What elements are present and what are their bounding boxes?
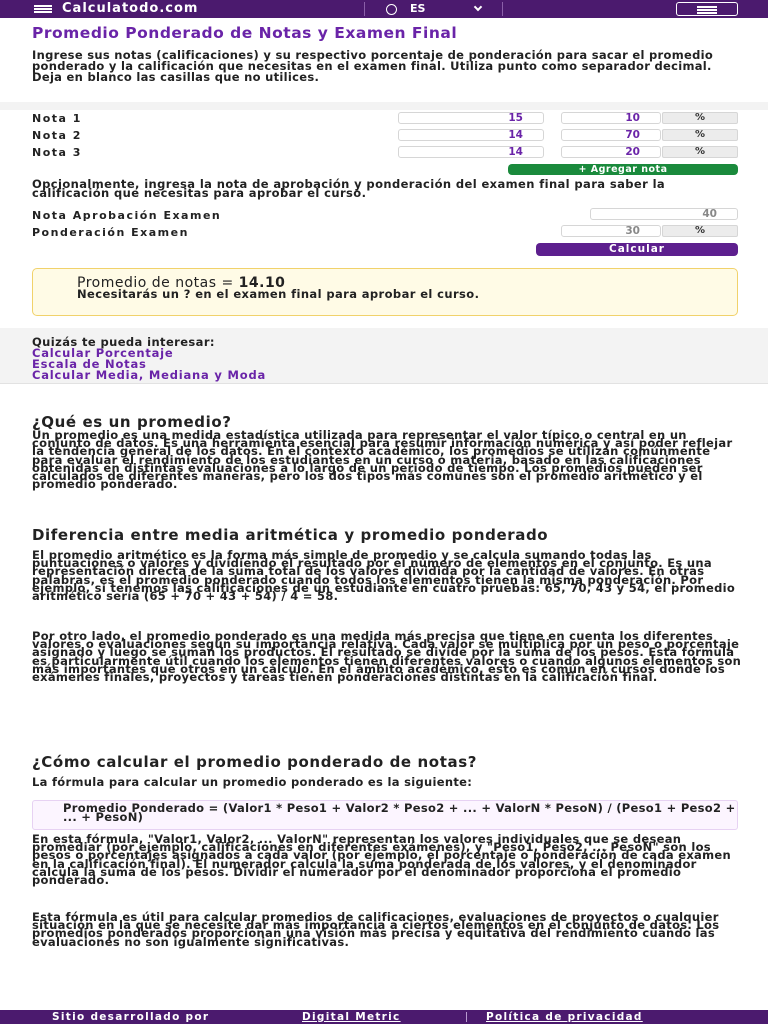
grade-label-1: Nota 1 xyxy=(32,112,82,125)
exam-weight-input[interactable]: 30 xyxy=(561,225,661,237)
calculator-logo-icon xyxy=(34,5,52,14)
language-selector[interactable]: ES xyxy=(410,2,426,15)
link-media-mediana-moda[interactable]: Calcular Media, Mediana y Moda xyxy=(32,368,267,382)
article-paragraph-4: La fórmula para calcular un promedio ponderado es la siguiente: xyxy=(32,775,473,789)
footer-divider xyxy=(466,1012,467,1022)
article-heading-1: ¿Qué es un promedio? xyxy=(32,413,232,431)
calculate-button[interactable]: Calcular xyxy=(536,243,738,256)
article-paragraph-6: Esta fórmula es útil para calcular promedios de calificaciones, evaluaciones de proyectos o cualquier situación en la que se necesite dar más importancia a ciertos elementos en el conjunto de datos. Los promedios ponderados proporcionan una visión más precisa y equitativa del rendimiento cuando las evaluaciones no son igualmente significativas. xyxy=(32,910,720,949)
percent-addon-3: % xyxy=(662,146,738,158)
percent-addon-1: % xyxy=(662,112,738,124)
brand-link[interactable]: Calculatodo.com xyxy=(62,1,199,16)
exam-weight-label: Ponderación Examen xyxy=(32,226,189,239)
exam-needed-text: Necesitarás un ? en el examen final para aprobar el curso. xyxy=(77,287,480,301)
footer-developed-by: Sitio desarrollado por xyxy=(52,1011,210,1023)
grade-label-2: Nota 2 xyxy=(32,129,82,142)
exam-percent-addon: % xyxy=(662,225,738,237)
link-escala-de-notas[interactable]: Escala de Notas xyxy=(32,357,147,371)
nav-divider xyxy=(364,2,365,16)
calc-top-band xyxy=(0,102,768,110)
grade-input-1[interactable]: 15 xyxy=(398,112,544,124)
grade-input-3[interactable]: 14 xyxy=(398,146,544,158)
intro-text xyxy=(32,50,742,83)
intro-body: Ingrese sus notas (calificaciones) y su respectivo porcentaje de ponderación para sacar el promedio ponderado y la calificación que necesitas en el examen final. Utiliza punto como separador decimal. xyxy=(32,48,714,73)
weight-input-3[interactable]: 20 xyxy=(561,146,661,158)
related-heading: Quizás te pueda interesar: xyxy=(32,335,215,349)
exam-pass-input[interactable]: 40 xyxy=(590,208,738,220)
top-navigation-bar xyxy=(0,0,768,18)
footer-developer-link[interactable]: Digital Metric xyxy=(302,1011,401,1023)
formula-box: Promedio Ponderado = (Valor1 * Peso1 + Valor2 * Peso2 + ... + ValorN * PesoN) / (Peso1 + Peso2 + ... + PesoN) xyxy=(32,800,738,830)
article-paragraph-3: Por otro lado, el promedio ponderado es una medida más precisa que tiene en cuenta los diferentes valores o evaluaciones según su importancia relativa. Cada valor se multiplica por un peso o porcentaje asignado y luego se suman los productos. El resultado se divide por la suma de los pesos. Esta fórmula es particularmente útil cuando los elementos tienen diferentes valores o cuando algunos elementos son más importantes que otros en un cálculo. En el ámbito académico, esto es común en cursos donde los exámenes finales, proyectos y tareas tienen ponderaciones distintas en la calificación final. xyxy=(32,629,742,685)
weight-input-1[interactable]: 10 xyxy=(561,112,661,124)
article-heading-3: ¿Cómo calcular el promedio ponderado de notas? xyxy=(32,753,478,771)
footer-privacy-link[interactable]: Política de privacidad xyxy=(486,1011,643,1023)
intro-bold: Deja en blanco las casillas que no utilices. xyxy=(32,70,320,84)
page-title: Promedio Ponderado de Notas y Examen Final xyxy=(32,24,458,42)
exam-pass-label: Nota Aprobación Examen xyxy=(32,209,222,222)
result-box xyxy=(32,268,738,316)
article-paragraph-1: Un promedio es una medida estadística utilizada para representar el valor típico o central en un conjunto de datos. Es una herramienta esencial para resumir información numérica y así poder reflejar la tendencia general de los datos. En el contexto académico, los promedios se utilizan comúnmente para evaluar el rendimiento de los estudiantes en un curso o materia, basado en las calificaciones obtenidas en distintas evaluaciones a lo largo de un periodo de tiempo. Los promedios pueden ser calculados de diferentes maneras, pero los dos tipos más comunes son el promedio aritmético y el promedio ponderado. xyxy=(32,428,733,492)
add-grade-button[interactable]: + Agregar nota xyxy=(508,164,738,175)
chevron-down-icon[interactable] xyxy=(474,3,482,11)
average-value: 14.10 xyxy=(238,275,286,291)
weight-input-2[interactable]: 70 xyxy=(561,129,661,141)
hamburger-menu-button[interactable] xyxy=(676,2,738,16)
article-paragraph-5: En esta fórmula, "Valor1, Valor2, ... ValorN" representan los valores individuales que se desean promediar (por ejemplo, calificaciones en diferentes exámenes), y "Peso1, Peso2, ... PesoN" son los pesos o porcentajes asignados a cada valor (por ejemplo, el porcentaje o ponderación de cada examen en la calificación final). El numerador calcula la suma ponderada de los valores, y el denominador calcula la suma de los pesos. Dividir el numerador por el denominador proporciona el promedio ponderado. xyxy=(32,832,731,888)
nav-divider xyxy=(502,2,503,16)
related-links-section xyxy=(0,328,768,384)
grade-label-3: Nota 3 xyxy=(32,146,82,159)
article-heading-2: Diferencia entre media aritmética y promedio ponderado xyxy=(32,526,549,544)
globe-icon[interactable] xyxy=(386,4,397,15)
site-footer xyxy=(0,1010,768,1024)
percent-addon-2: % xyxy=(662,129,738,141)
grade-input-2[interactable]: 14 xyxy=(398,129,544,141)
average-prefix: Promedio de notas = xyxy=(77,275,239,291)
link-calcular-porcentaje[interactable]: Calcular Porcentaje xyxy=(32,346,174,360)
optional-exam-text: Opcionalmente, ingresa la nota de aprobación y ponderación del examen final para saber la calificación que necesitas para aprobar el curso. xyxy=(32,177,666,200)
article-paragraph-2: El promedio aritmético es la forma más simple de promedio y se calcula sumando todas las puntuaciones o valores y dividiendo el resultado por el número de elementos en el conjunto. Es una representación directa de la suma total de los valores dividida por la cantidad de valores. En otras palabras, es el promedio ponderado cuando todos los elementos tienen la misma ponderación. Por ejemplo, si tenemos las calificaciones de un estudiante en cuatro pruebas: 65, 70, 43 y 54, el promedio aritmético sería (65 + 70 + 43 + 54) / 4 = 58. xyxy=(32,548,736,604)
